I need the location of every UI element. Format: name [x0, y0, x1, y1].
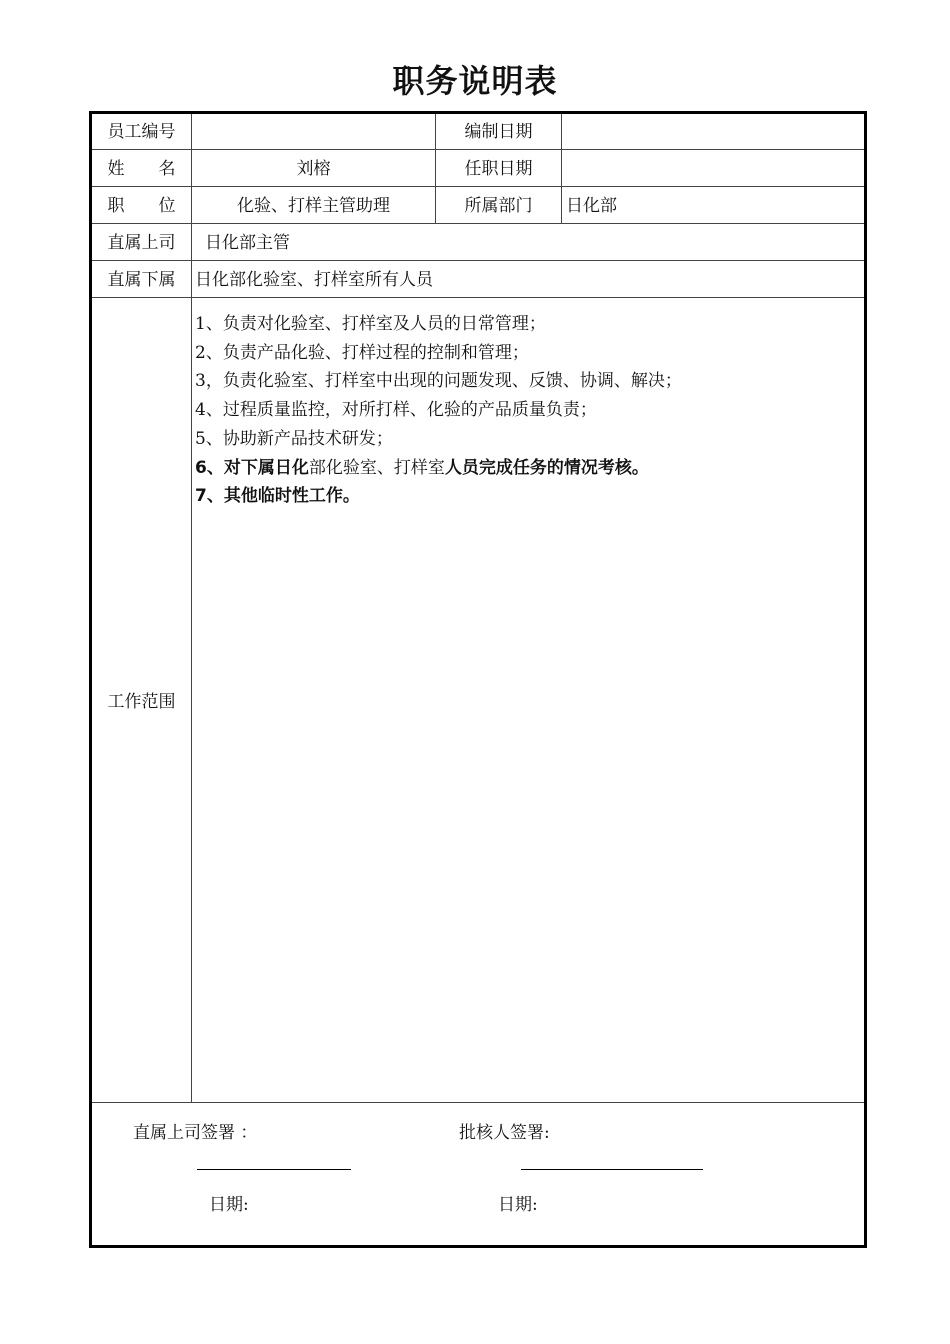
scope-item-6-part-a: 6、对下属日化 [195, 457, 309, 478]
row-divider [92, 297, 864, 298]
approver-signature-label: 批核人签署: [459, 1123, 550, 1143]
row-divider [92, 223, 864, 224]
scope-item-6-part-b: 部化验室、打样室 [308, 457, 445, 478]
column-divider [191, 114, 192, 1102]
scope-item: 1、负责对化验室、打样室及人员的日常管理； [195, 314, 546, 334]
superior-value[interactable]: 日化部主管 [205, 233, 290, 253]
department-value[interactable]: 日化部 [566, 196, 617, 216]
row-divider [92, 1102, 864, 1103]
department-label: 所属部门 [464, 196, 533, 216]
row-divider [92, 149, 864, 150]
row-divider [92, 260, 864, 261]
scope-item: 5、协助新产品技术研发； [195, 428, 393, 449]
subordinates-label: 直属下属 [107, 270, 176, 290]
approver-signature-line[interactable] [521, 1169, 703, 1170]
row-divider [92, 186, 864, 187]
scope-item: 3，负责化验室、打样室中出现的问题发现、反馈、协调、解决； [195, 371, 682, 392]
superior-signature-line[interactable] [197, 1169, 351, 1170]
position-value[interactable]: 化验、打样主管助理 [237, 196, 390, 216]
compile-date-label: 编制日期 [464, 122, 533, 142]
superior-signature-label: 直属上司签署 ： [133, 1123, 258, 1143]
name-value[interactable]: 刘榕 [296, 159, 331, 179]
scope-label: 工作范围 [107, 692, 176, 712]
scope-item: 2、负责产品化验、打样过程的控制和管理； [195, 342, 529, 363]
position-label: 职 位 [107, 196, 176, 216]
subordinates-value[interactable]: 日化部化验室、打样室所有人员 [195, 270, 433, 290]
appoint-date-label: 任职日期 [464, 159, 533, 179]
scope-item-6-part-c: 人员完成任务的情况考核。 [444, 457, 649, 478]
superior-label: 直属上司 [107, 233, 176, 253]
superior-date-label: 日期: [209, 1195, 249, 1215]
approver-date-label: 日期: [498, 1195, 538, 1215]
page-title: 职务说明表 [392, 62, 558, 100]
column-divider [561, 114, 562, 223]
scope-item [195, 454, 682, 483]
employee-no-label: 员工编号 [107, 122, 176, 142]
scope-item: 4、过程质量监控，对所打样、化验的产品质量负责； [195, 400, 597, 421]
scope-item: 7、其他临时性工作。 [195, 486, 360, 507]
job-description-table [89, 111, 867, 1248]
scope-list [195, 310, 682, 511]
name-label: 姓 名 [107, 159, 176, 179]
